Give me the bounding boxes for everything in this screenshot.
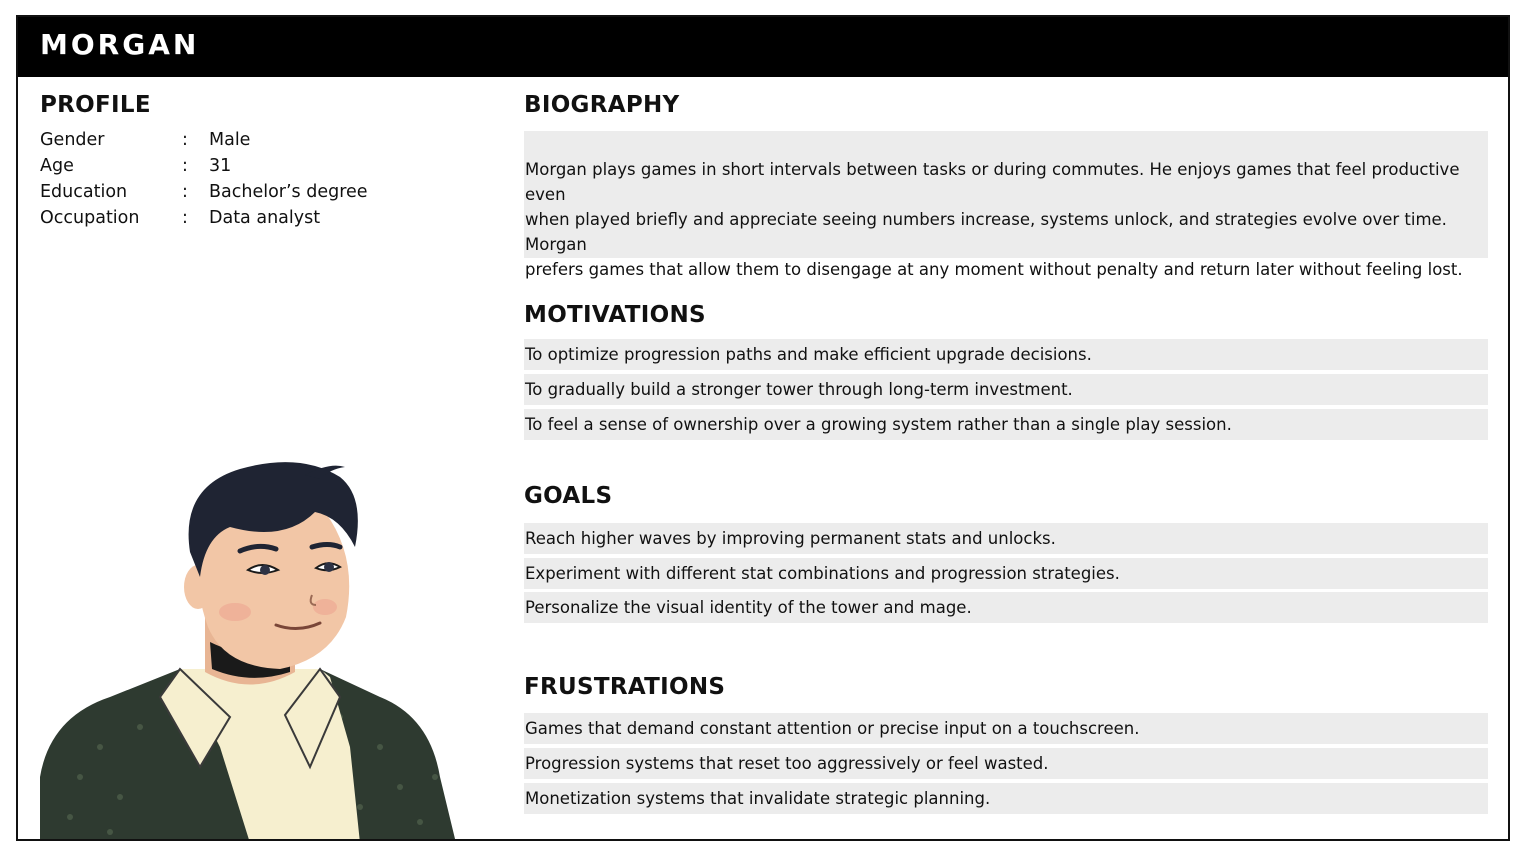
profile-label: Occupation — [40, 208, 140, 228]
profile-value: 31 — [209, 156, 232, 176]
profile-value: Male — [209, 130, 251, 150]
profile-separator: : — [182, 130, 188, 150]
biography-heading: BIOGRAPHY — [524, 92, 680, 118]
profile-separator: : — [182, 208, 188, 228]
frustration-item: Monetization systems that invalidate strategic planning. — [524, 783, 1488, 814]
biography-text — [524, 131, 1488, 279]
header-bar — [18, 17, 1508, 77]
persona-name: MORGAN — [40, 28, 200, 61]
profile-separator: : — [182, 156, 188, 176]
profile-value: Data analyst — [209, 208, 321, 228]
profile-heading: PROFILE — [40, 92, 151, 118]
biography-line: when played briefly and appreciate seeing numbers increase, systems unlock, and strategies evolve over time. Morgan — [525, 210, 1447, 254]
persona-avatar-illustration — [40, 447, 460, 841]
goals-heading: GOALS — [524, 483, 613, 509]
profile-label: Education — [40, 182, 128, 202]
profile-label: Age — [40, 156, 74, 176]
profile-label: Gender — [40, 130, 105, 150]
goal-item: Personalize the visual identity of the tower and mage. — [524, 592, 1488, 623]
goal-item: Reach higher waves by improving permanent stats and unlocks. — [524, 523, 1488, 554]
motivations-heading: MOTIVATIONS — [524, 302, 706, 328]
frustration-item: Games that demand constant attention or precise input on a touchscreen. — [524, 713, 1488, 744]
motivation-item: To feel a sense of ownership over a growing system rather than a single play session. — [524, 409, 1488, 440]
goal-item: Experiment with different stat combinations and progression strategies. — [524, 558, 1488, 589]
profile-value: Bachelor’s degree — [209, 182, 368, 202]
frustrations-heading: FRUSTRATIONS — [524, 674, 726, 700]
biography-line: Morgan plays games in short intervals between tasks or during commutes. He enjoys games that feel productive even — [525, 160, 1460, 204]
biography-line: prefers games that allow them to disengage at any moment without penalty and return later without feeling lost. — [525, 260, 1463, 279]
profile-separator: : — [182, 182, 188, 202]
frustration-item: Progression systems that reset too aggressively or feel wasted. — [524, 748, 1488, 779]
motivation-item: To optimize progression paths and make efficient upgrade decisions. — [524, 339, 1488, 370]
persona-card — [16, 15, 1510, 841]
motivation-item: To gradually build a stronger tower through long-term investment. — [524, 374, 1488, 405]
